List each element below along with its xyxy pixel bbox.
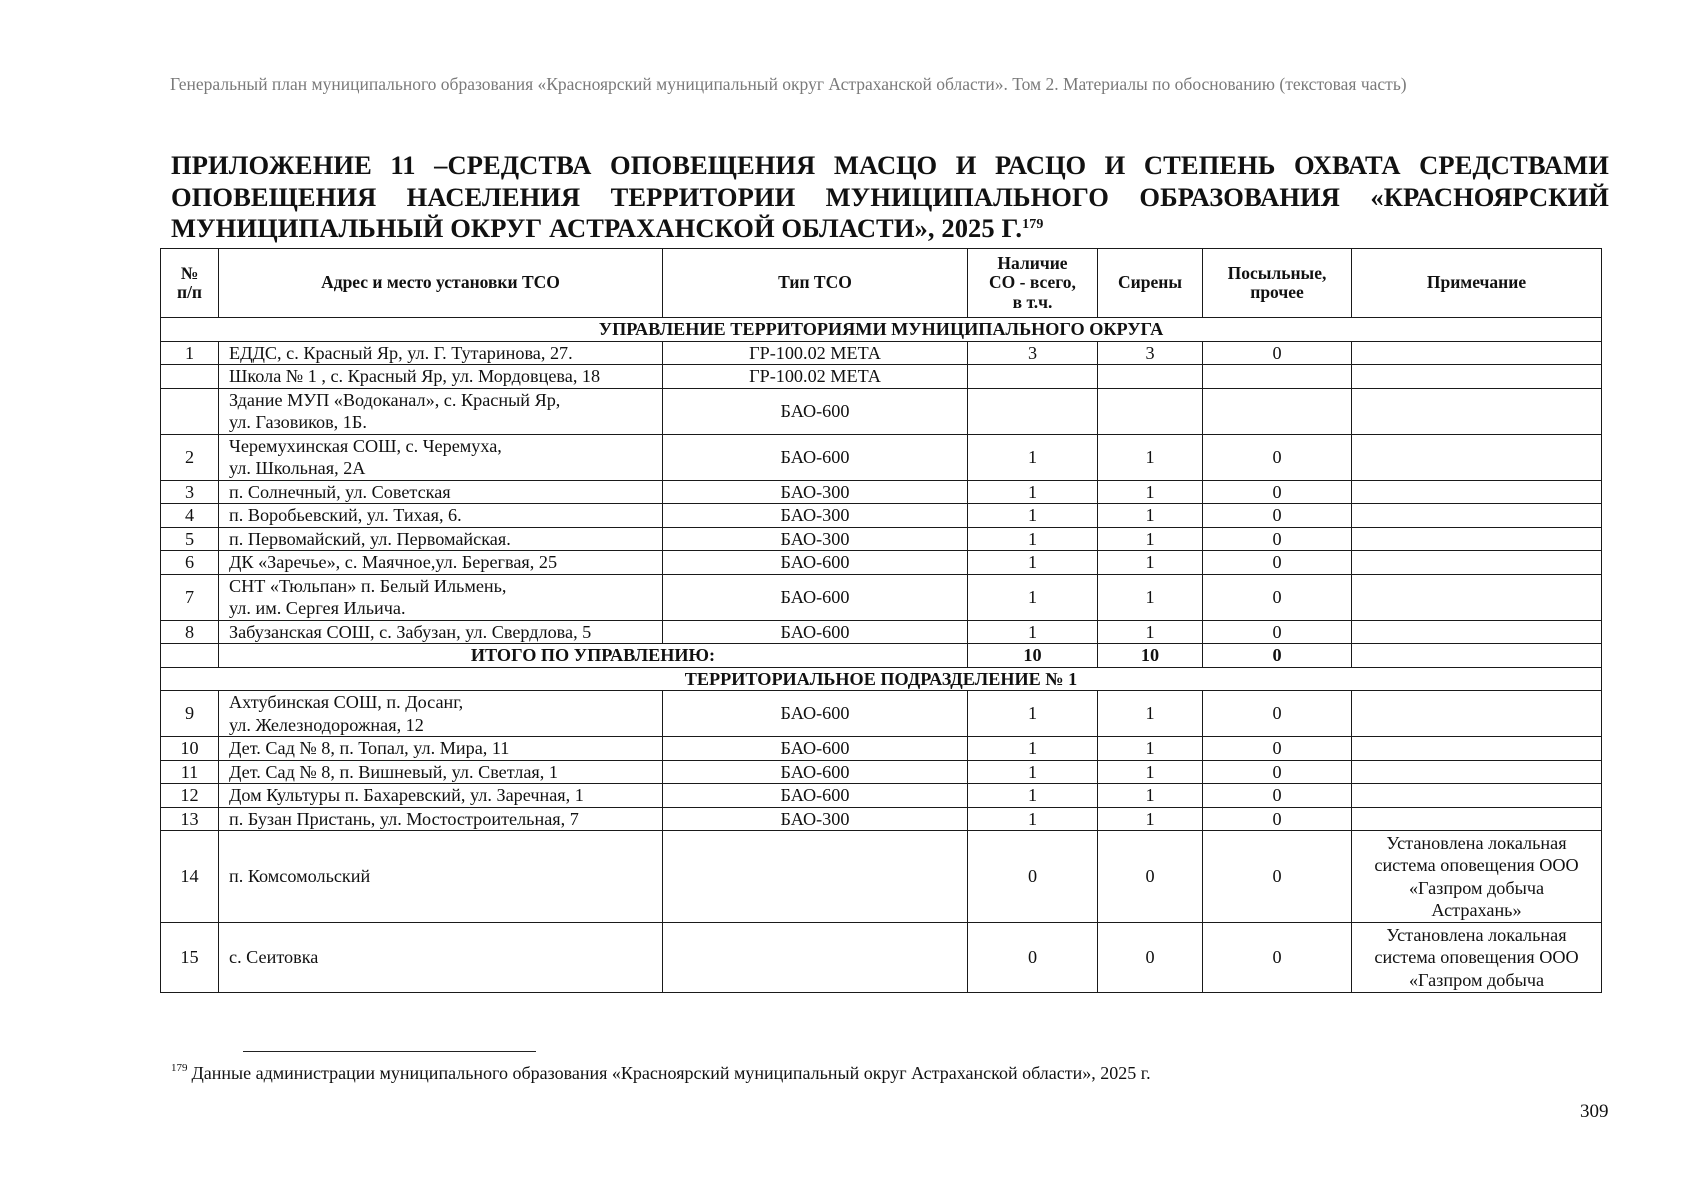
- row-sirens: 1: [1098, 784, 1203, 808]
- row-total: 1: [968, 504, 1098, 528]
- row-address: [219, 923, 663, 993]
- col-header-address: Адрес и место установки ТСО: [219, 249, 663, 318]
- table-row: [161, 504, 1602, 528]
- row-other: [1203, 365, 1352, 389]
- table-row: [161, 737, 1602, 761]
- address-line: п. Бузан Пристань, ул. Мостостроительная, 7: [229, 808, 579, 829]
- row-total: 1: [968, 527, 1098, 551]
- running-header: Генеральный план муниципального образования «Красноярский муниципальный округ Астраханской области». Том 2. Материалы по обоснованию (текстовая часть): [170, 74, 1407, 94]
- table-row: [161, 388, 1602, 434]
- row-other: 0: [1203, 527, 1352, 551]
- row-number: 13: [161, 807, 219, 831]
- row-other: 0: [1203, 341, 1352, 365]
- row-other: 0: [1203, 620, 1352, 644]
- row-total: 1: [968, 620, 1098, 644]
- note-line: Установлена локальная: [1386, 832, 1567, 853]
- row-type: [663, 831, 968, 923]
- row-note: [1352, 341, 1602, 365]
- row-number: 6: [161, 551, 219, 575]
- row-total: 1: [968, 691, 1098, 737]
- table-row: [161, 434, 1602, 480]
- row-note: [1352, 434, 1602, 480]
- row-other: 0: [1203, 831, 1352, 923]
- row-type: БАО-600: [663, 620, 968, 644]
- row-sirens: 0: [1098, 831, 1203, 923]
- document-title-text: ПРИЛОЖЕНИЕ 11 –СРЕДСТВА ОПОВЕЩЕНИЯ МАСЦО И РАСЦО И СТЕПЕНЬ ОХВАТА СРЕДСТВАМИ ОПОВЕЩЕНИЯ НАСЕЛЕНИЯ ТЕРРИТОРИИ МУНИЦИПАЛЬНОГО ОБРАЗОВАНИЯ «КРАСНОЯРСКИЙ МУНИЦИПАЛЬНЫЙ ОКРУГ АСТРАХАНСКОЙ ОБЛАСТИ», 2025 Г.: [171, 150, 1609, 243]
- address-line: Дет. Сад № 8, п. Вишневый, ул. Светлая, 1: [229, 761, 558, 782]
- document-title: [171, 150, 1609, 245]
- address-line: ул. Школьная, 2А: [229, 458, 366, 478]
- address-line: п. Комсомольский: [229, 866, 371, 887]
- row-address: [219, 737, 663, 761]
- row-type: БАО-600: [663, 551, 968, 575]
- row-sirens: 1: [1098, 551, 1203, 575]
- row-total: 1: [968, 574, 1098, 620]
- table-row: [161, 784, 1602, 808]
- note-line: Астрахань»: [1431, 900, 1522, 920]
- row-address: [219, 480, 663, 504]
- table-row: [161, 760, 1602, 784]
- row-total: 1: [968, 737, 1098, 761]
- address-line: п. Солнечный, ул. Советская: [229, 481, 451, 502]
- total-label: ИТОГО ПО УПРАВЛЕНИЮ:: [219, 644, 968, 668]
- row-sirens: 1: [1098, 620, 1203, 644]
- row-type: [663, 923, 968, 993]
- note-line: «Газпром добыча: [1408, 969, 1545, 990]
- section-title: УПРАВЛЕНИЕ ТЕРРИТОРИЯМИ МУНИЦИПАЛЬНОГО ОКРУГА: [161, 318, 1602, 342]
- row-address: [219, 504, 663, 528]
- row-type: БАО-600: [663, 388, 968, 434]
- row-address: [219, 388, 663, 434]
- row-total: 1: [968, 784, 1098, 808]
- row-number: 4: [161, 504, 219, 528]
- row-number: 9: [161, 691, 219, 737]
- row-note: [1352, 388, 1602, 434]
- row-type: ГР-100.02 МЕТА: [663, 365, 968, 389]
- table-row: [161, 551, 1602, 575]
- col-header-total: Наличие СО - всего, в т.ч.: [968, 249, 1098, 318]
- footnote-mark: 179: [171, 1062, 188, 1074]
- row-address: [219, 365, 663, 389]
- row-type: БАО-600: [663, 737, 968, 761]
- row-sirens: [1098, 365, 1203, 389]
- row-number: 2: [161, 434, 219, 480]
- col-header-number: № п/п: [161, 249, 219, 318]
- address-line: Ахтубинская СОШ, п. Досанг,: [229, 692, 464, 712]
- row-other: 0: [1203, 504, 1352, 528]
- row-address: [219, 434, 663, 480]
- address-line: ЕДДС, с. Красный Яр, ул. Г. Тутаринова, 27.: [229, 342, 573, 363]
- row-address: [219, 831, 663, 923]
- section-title: ТЕРРИТОРИАЛЬНОЕ ПОДРАЗДЕЛЕНИЕ № 1: [161, 667, 1602, 691]
- row-other: 0: [1203, 784, 1352, 808]
- row-sirens: 0: [1098, 923, 1203, 993]
- row-note: [1352, 365, 1602, 389]
- table-row: [161, 574, 1602, 620]
- row-type: БАО-600: [663, 784, 968, 808]
- row-note: [1352, 691, 1602, 737]
- row-total: 1: [968, 434, 1098, 480]
- row-other: 0: [1203, 691, 1352, 737]
- row-address: [219, 527, 663, 551]
- row-note: [1352, 923, 1602, 993]
- address-line: ДК «Заречье», с. Маячное,ул. Берегвая, 25: [229, 552, 558, 572]
- row-other: 0: [1203, 480, 1352, 504]
- address-line: ул. Железнодорожная, 12: [229, 714, 424, 735]
- row-number: 12: [161, 784, 219, 808]
- row-address: [219, 551, 663, 575]
- row-total: [968, 388, 1098, 434]
- row-sirens: 1: [1098, 504, 1203, 528]
- row-type: БАО-300: [663, 807, 968, 831]
- warning-systems-table: [160, 248, 1602, 993]
- row-number: [161, 365, 219, 389]
- row-note: [1352, 807, 1602, 831]
- row-note: [1352, 551, 1602, 575]
- row-type: ГР-100.02 МЕТА: [663, 341, 968, 365]
- page-number: 309: [1580, 1101, 1609, 1122]
- col-header-sirens: Сирены: [1098, 249, 1203, 318]
- row-address: [219, 620, 663, 644]
- row-number: 11: [161, 760, 219, 784]
- table-header-row: [161, 249, 1602, 318]
- address-line: ул. им. Сергея Ильича.: [229, 598, 406, 618]
- row-total: 1: [968, 551, 1098, 575]
- row-note: [1352, 760, 1602, 784]
- table-row: [161, 527, 1602, 551]
- total-other: 0: [1203, 644, 1352, 668]
- row-address: [219, 784, 663, 808]
- note-line: система оповещения ООО: [1374, 855, 1579, 875]
- row-other: 0: [1203, 807, 1352, 831]
- row-number: [161, 388, 219, 434]
- row-sirens: 1: [1098, 807, 1203, 831]
- footnote-text: Данные администрации муниципального образования «Красноярский муниципальный округ Астраханской области», 2025 г.: [191, 1063, 1151, 1083]
- table-row: [161, 480, 1602, 504]
- row-total: 1: [968, 480, 1098, 504]
- table-row: [161, 365, 1602, 389]
- address-line: Забузанская СОШ, с. Забузан, ул. Свердлова, 5: [229, 621, 592, 642]
- row-sirens: 1: [1098, 434, 1203, 480]
- address-line: СНТ «Тюльпан» п. Белый Ильмень,: [229, 575, 507, 596]
- row-number: 5: [161, 527, 219, 551]
- section-2-body: [161, 667, 1602, 992]
- row-address: [219, 341, 663, 365]
- table-row: [161, 831, 1602, 923]
- row-address: [219, 760, 663, 784]
- address-line: ул. Газовиков, 1Б.: [229, 412, 367, 432]
- row-sirens: 3: [1098, 341, 1203, 365]
- note-line: система оповещения ООО: [1374, 947, 1579, 967]
- row-sirens: 1: [1098, 574, 1203, 620]
- address-line: Дом Культуры п. Бахаревский, ул. Заречная, 1: [229, 785, 584, 805]
- section-header-row: [161, 318, 1602, 342]
- row-note: [1352, 527, 1602, 551]
- row-sirens: 1: [1098, 737, 1203, 761]
- row-other: 0: [1203, 551, 1352, 575]
- row-sirens: [1098, 388, 1203, 434]
- note-line: «Газпром добыча: [1408, 877, 1545, 898]
- row-type: БАО-600: [663, 760, 968, 784]
- row-other: 0: [1203, 574, 1352, 620]
- row-number: 14: [161, 831, 219, 923]
- row-number: 10: [161, 737, 219, 761]
- row-number: 8: [161, 620, 219, 644]
- row-total: [968, 365, 1098, 389]
- row-note: [1352, 831, 1602, 923]
- row-type: БАО-600: [663, 434, 968, 480]
- row-note: [1352, 480, 1602, 504]
- row-note: [1352, 737, 1602, 761]
- table-row: [161, 691, 1602, 737]
- address-line: Здание МУП «Водоканал», с. Красный Яр,: [229, 389, 561, 410]
- address-line: с. Сеитовка: [229, 947, 319, 967]
- table-row: [161, 341, 1602, 365]
- row-note: [1352, 784, 1602, 808]
- footnote-divider: [243, 1051, 536, 1052]
- section-header-row: [161, 667, 1602, 691]
- address-line: Школа № 1 , с. Красный Яр, ул. Мордовцева, 18: [229, 366, 601, 386]
- row-address: [219, 807, 663, 831]
- row-other: 0: [1203, 434, 1352, 480]
- table-row: [161, 620, 1602, 644]
- address-line: п. Воробьевский, ул. Тихая, 6.: [229, 505, 462, 525]
- table-row: [161, 923, 1602, 993]
- row-total: 1: [968, 807, 1098, 831]
- row-address: [219, 691, 663, 737]
- col-header-messengers: Посыльные, прочее: [1203, 249, 1352, 318]
- title-footnote-ref: 179: [1022, 217, 1044, 232]
- table-row: [161, 807, 1602, 831]
- row-sirens: 1: [1098, 691, 1203, 737]
- row-sirens: 1: [1098, 760, 1203, 784]
- row-address: [219, 574, 663, 620]
- address-line: Дет. Сад № 8, п. Топал, ул. Мира, 11: [229, 738, 510, 758]
- total-row: [161, 644, 1602, 668]
- row-other: 0: [1203, 737, 1352, 761]
- row-number: 7: [161, 574, 219, 620]
- row-total: 1: [968, 760, 1098, 784]
- section-1-total: [161, 644, 1602, 668]
- row-other: 0: [1203, 923, 1352, 993]
- row-type: БАО-600: [663, 574, 968, 620]
- footnote: [171, 1063, 1151, 1084]
- row-type: БАО-600: [663, 691, 968, 737]
- row-note: [1352, 504, 1602, 528]
- row-other: 0: [1203, 760, 1352, 784]
- total-count: 10: [968, 644, 1098, 668]
- row-total: 3: [968, 341, 1098, 365]
- row-other: [1203, 388, 1352, 434]
- row-number: 1: [161, 341, 219, 365]
- row-sirens: 1: [1098, 527, 1203, 551]
- row-type: БАО-300: [663, 480, 968, 504]
- row-note: [1352, 620, 1602, 644]
- row-type: БАО-300: [663, 527, 968, 551]
- address-line: Черемухинская СОШ, с. Черемуха,: [229, 435, 502, 456]
- row-note: [1352, 574, 1602, 620]
- row-total: 0: [968, 831, 1098, 923]
- col-header-type: Тип ТСО: [663, 249, 968, 318]
- total-sirens: 10: [1098, 644, 1203, 668]
- row-type: БАО-300: [663, 504, 968, 528]
- row-total: 0: [968, 923, 1098, 993]
- row-sirens: 1: [1098, 480, 1203, 504]
- note-line: Установлена локальная: [1386, 924, 1567, 945]
- address-line: п. Первомайский, ул. Первомайская.: [229, 528, 511, 549]
- col-header-note: Примечание: [1352, 249, 1602, 318]
- row-number: 3: [161, 480, 219, 504]
- section-1-body: [161, 318, 1602, 644]
- row-number: 15: [161, 923, 219, 993]
